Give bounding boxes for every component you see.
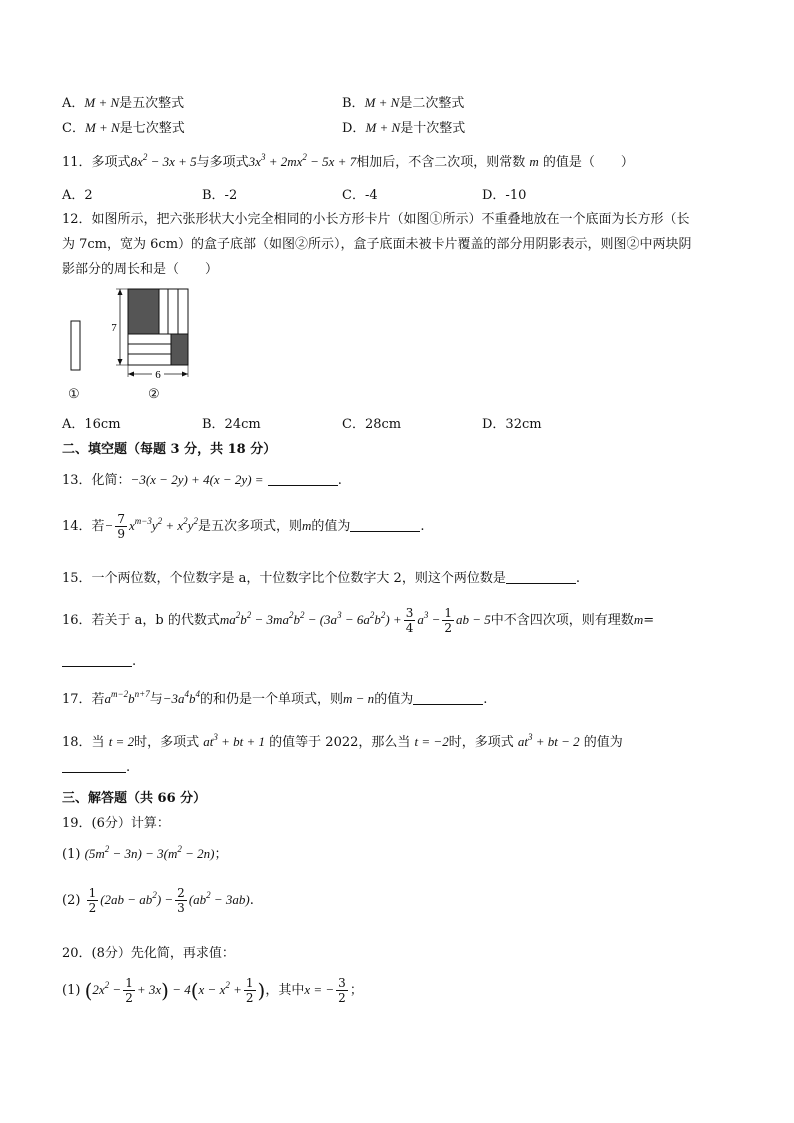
stem-text: 15．一个两位数，个位数字是 a，十位数字比个位数字大 2，则这个两位数是: [62, 571, 506, 586]
q10-option-a: [62, 92, 184, 111]
question-number: 17．若: [62, 692, 105, 707]
q17: 17．若$a^{m-2}b^{n+7}$与$-3a^4b^4$的和仍是一个单项式，则m − n的值为 .: [62, 689, 488, 707]
q12-line2: 为 7cm，宽为 6cm）的盒子底部（如图②所示），盒子底面未被卡片覆盖的部分用阴影表示，则图②中两块阴: [62, 237, 692, 252]
section-2-heading: 二、填空题（每题 3 分，共 18 分）: [62, 442, 277, 457]
answer-blank[interactable]: [268, 473, 338, 486]
arrow-right-icon: [182, 372, 188, 377]
q10-option-d: [342, 117, 465, 136]
q15: [62, 567, 580, 586]
q20-title: 20．(8分）先化简，再求值：: [62, 946, 235, 961]
q20-part1: (1) ($2x^2$ − $\frac{1}{2}$ + $3x) - 4(x - x^2$ + $\frac{1}{2}$ )，其中x = − $\frac{3}{2}$ ；: [62, 976, 363, 1005]
question-number: 14．若: [62, 519, 105, 534]
stem-text: 的值为: [311, 519, 351, 534]
height-label: 7: [111, 322, 117, 334]
stem-text: ，其中: [265, 983, 305, 998]
question-number: 18．当: [62, 735, 105, 750]
answer-blank[interactable]: [350, 519, 420, 532]
question-number: 13．化简：: [62, 473, 131, 488]
width-label: 6: [155, 369, 161, 381]
stem-text: 的值是（ ）: [542, 155, 634, 170]
expr-m-plus-n: M + N: [84, 120, 120, 135]
part-label: (1): [62, 847, 81, 862]
stem-text: 相加后，不含二次项，则常数: [356, 155, 526, 170]
stem-text: 的值等于 2022，那么当: [269, 735, 411, 750]
q12-line1: 12．如图所示，把六张形状大小完全相同的小长方形卡片（如图①所示）不重叠地放在一个底面为长方形（长: [62, 212, 690, 227]
answer-blank[interactable]: [62, 654, 132, 667]
period: .: [483, 692, 488, 707]
stem-text: 的值为: [583, 735, 623, 750]
period: .: [132, 654, 137, 669]
stem-text: 时，多项式: [448, 735, 514, 750]
part-label: (2): [62, 893, 81, 908]
semicolon: ；: [214, 847, 228, 862]
q16-answer-line: [62, 654, 136, 669]
q12-option-b: B．24cm: [202, 417, 261, 432]
option-letter: B．: [342, 96, 365, 111]
q12-line3: 影部分的周长和是（ ）: [62, 262, 219, 277]
q12-option-a: A．16cm: [62, 417, 121, 432]
period: .: [126, 760, 131, 775]
expr-m-plus-n: M + N: [364, 95, 400, 110]
q11-option-d: D．-10: [482, 188, 527, 203]
stem-text: 与: [149, 692, 163, 707]
period: .: [337, 473, 342, 488]
period: .: [575, 571, 580, 586]
stem-text: 是五次多项式，则: [197, 519, 302, 534]
period: .: [249, 893, 254, 908]
answer-blank[interactable]: [413, 692, 483, 705]
stem-text: 的值为: [374, 692, 414, 707]
stem-text: 与多项式: [196, 155, 249, 170]
expr-m-plus-n: M + N: [365, 120, 401, 135]
stem-text: 时，多项式: [134, 735, 200, 750]
q18-answer-line: [62, 760, 130, 775]
section-3-heading: 三、解答题（共 66 分）: [62, 791, 207, 806]
arrow-down-icon: [118, 359, 123, 365]
option-text: 是二次整式: [399, 96, 465, 111]
option-letter: A．: [62, 96, 85, 111]
stem-text: 中不含四次项，则有理数: [490, 613, 634, 628]
option-letter: C．: [62, 121, 85, 136]
period: .: [420, 519, 425, 534]
q12-option-d: D．32cm: [482, 417, 542, 432]
figure-1-label: ①: [68, 387, 80, 402]
single-card-rect: [71, 321, 80, 370]
q11-option-c: C．-4: [342, 188, 378, 203]
arrow-up-icon: [118, 289, 123, 295]
q14: 14．若− $\frac{7}{9}$ $x^{m-3}y^2 + x^2y^2$是五次多项式，则m的值为 .: [62, 512, 425, 541]
option-text: 是七次整式: [119, 121, 185, 136]
arrow-left-icon: [128, 372, 134, 377]
q19-part2: (2) $\frac{1}{2}$ $(2ab - ab^2)$ − $\frac{2}{3}$ $(ab^2 - 3ab)$.: [62, 886, 254, 915]
option-text: 是五次整式: [119, 96, 185, 111]
q10-option-b: [342, 92, 464, 111]
q12-figure: [60, 283, 220, 383]
q11-stem: 11．多项式$8x^2 - 3x + 5$与多项式$3x^3 + 2mx^2 - 5x + 7$相加后，不含二次项，则常数 m 的值是（ ）: [62, 152, 634, 170]
q10-option-c: [62, 117, 185, 136]
expr-m-plus-n: M + N: [84, 95, 120, 110]
figure-2-label: ②: [148, 387, 160, 402]
option-text: 是十次整式: [400, 121, 466, 136]
q18: 18．当 t = 2时，多项式 $at^3$ + bt + 1 的值等于 2022，那么当 t = −2时，多项式 $at^3$ + bt − 2 的值为: [62, 732, 623, 750]
answer-blank[interactable]: [506, 571, 576, 584]
q16: 16．若关于 a，b 的代数式$ma^2b^2 - 3ma^2b^2 - (3a^3 - 6a^2b^2)$ + $\frac{3}{4}$ $a^3$ − $\frac{1}{2}$ ab − 5中不含四次项，则有理数m=: [62, 606, 655, 635]
box-figure: [111, 289, 188, 381]
answer-blank[interactable]: [62, 760, 126, 773]
q12-option-c: C．28cm: [342, 417, 402, 432]
option-letter: D．: [342, 121, 366, 136]
shaded-region-top-left: [129, 290, 159, 334]
question-number: 11．多项式: [62, 155, 131, 170]
semicolon: ；: [349, 983, 363, 998]
question-number: 16．若关于 a，b 的代数式: [62, 613, 220, 628]
q19-title: 19．(6分）计算：: [62, 816, 170, 831]
q11-option-a: A．2: [62, 188, 93, 203]
q11-option-b: B．-2: [202, 188, 238, 203]
part-label: (1): [62, 983, 81, 998]
var-m: m: [529, 154, 539, 169]
stem-text: 的和仍是一个单项式，则: [200, 692, 344, 707]
equals-sign: =: [643, 613, 655, 628]
var-m: m: [633, 612, 644, 627]
q19-part1: (1) $(5m^2 - 3n) - 3(m^2 - 2n)$；: [62, 844, 228, 862]
shaded-region-bottom-right: [171, 334, 188, 365]
q13: 13．化简：−3(x − 2y) + 4(x − 2y) = .: [62, 472, 342, 488]
var-m: m: [301, 518, 312, 533]
